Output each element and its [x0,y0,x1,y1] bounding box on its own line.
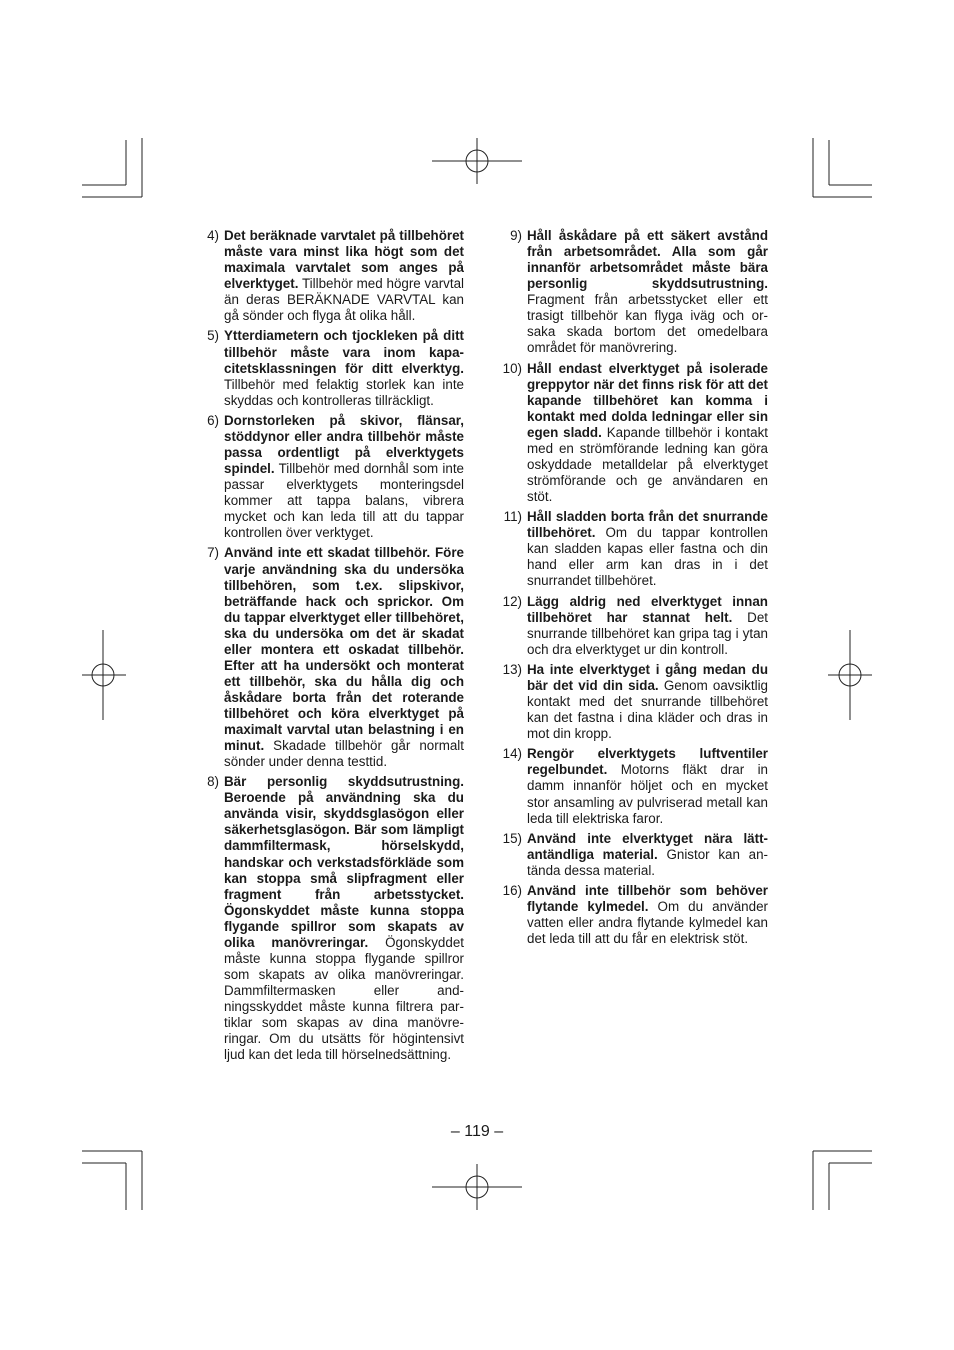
right-column [498,228,768,952]
item-number: 9) [510,228,522,243]
item-body-text: Det snurrande tillbehöret kan gripa tag i ytan och dra elverktyget ur din kontroll. [527,609,768,657]
list-item [498,361,768,505]
item-bold-text: Håll åskådare på ett säkert avstånd från arbetsområdet. Alla som går innanför arbetsområdet måste bära personlig skyddsutrustning. [527,228,768,292]
item-bold-text: Det beräknade varvtalet på tillbehöret måste vara minst lika högt som det maximala varvtalet som anges på elverktyget. [224,228,464,292]
item-number: 8) [207,774,219,790]
item-text [527,361,768,505]
item-bold-text: Använd inte tillbehör som behöver flytande kylmedel. [527,883,768,915]
item-text [224,413,464,541]
item-text [224,228,464,324]
list-item [498,883,768,947]
item-body-text: Kapande tillbehör i kontakt med en strömförande ledning kan göra oskyddade metalldelar på elverktyget strömförande och ge användaren en stöt. [527,424,768,504]
item-bold-text: Dornstorleken på skivor, flänsar, stöddynor eller andra tillbehör måste passa ordentligt på elverktygets spindel. [224,412,464,477]
list-item [498,594,768,658]
item-bold-text: Rengör elverktygets luftventiler regelbundet. [527,746,768,778]
item-number: 15) [502,830,522,846]
item-bold-text: Använd inte elverktyget nära lättantändliga material. [527,830,768,862]
item-number: 5) [207,328,219,344]
item-number: 7) [207,545,219,561]
item-body-text: Gnistor kan antända dessa material. [527,846,768,878]
item-number: 13) [502,661,522,677]
list-item [498,662,768,742]
list-item [498,509,768,589]
list-item [200,228,464,324]
list-item [200,545,464,770]
page-number: – 119 – [450,1123,504,1140]
item-body-text: Motorns fläkt drar in damm innanför höljet och en mycket stor ansamling av pulvriserad metall kan leda till elektriska faror. [527,762,768,826]
item-number: 12) [502,593,522,609]
item-bold-text: Ytterdiametern och tjockleken på ditt tillbehör måste vara inom kapacitetsklassningen för ditt elverktyg. [224,328,464,376]
item-number: 10) [502,360,522,376]
list-item [498,228,768,356]
item-body-text: Genom oavsiktlig kontakt med det snurrande tillbehöret kan det fastna i dina kläder och dras in mot din kropp. [527,678,768,742]
item-text [224,328,464,408]
item-body-text: Tillbehör med högre varvtal än deras BERÄKNADE VARVTAL kan gå sönder och flyga åt olika håll. [224,276,464,324]
list-item [498,831,768,879]
item-bold-text: Bär personlig skyddsutrustning. Beroende på användning ska du använda visir, skyddsglasögon eller säkerhetsglasögon. Bär som lämpligt dammfiltermask, hörselskydd, handskar och verkstadsförkläde som kan stoppa små slipfragment eller fragment från arbetsstycket. Ögonskyddet måste kunna stoppa flygande spillror som skapats av olika manövreringar. [224,774,464,950]
item-number: 11) [503,509,522,525]
item-body-text: Skadade tillbehör går normalt sönder under denna testtid. [224,738,464,770]
list-item [200,774,464,1063]
item-body-text: Tillbehör med dornhål som inte passar elverktygets monteringsdel kommer att tappa balans, vibrera mycket och kan leda till att du tappar kontrollen över verktyget. [224,461,464,541]
item-body-text: Om du använder vatten eller andra flytande kylmedel kan det leda till att du får en elektrisk stöt. [527,899,768,947]
item-text [224,774,464,1063]
list-item [200,413,464,541]
item-number: 14) [502,746,522,762]
item-number: 6) [207,412,219,428]
item-bold-text: Håll sladden borta från det snurrande tillbehöret. [527,509,768,541]
item-number: 16) [502,883,522,899]
item-bold-text: Lägg aldrig ned elverktyget innan tillbehöret har stannat helt. [527,593,768,625]
item-body-text: Ögonskyddet måste kunna stoppa flygande spillror som skapats av olika manövreringar. Dammfiltermasken eller andningsskyddet måste kunna filtrera partiklar som skapas av dina manövreringar. Om du utsätts för högintensivt ljud kan det leda till hörselnedsättning. [224,934,464,1063]
item-body-text: Tillbehör med felaktig storlek kan inte skyddas och kontrolleras tillräckligt. [224,376,464,408]
item-bold-text: Använd inte ett skadat tillbehör. Före varje användning ska du undersöka tillbehören, som t.ex. slipskivor, beträffande hack och sprickor. Om du tappar elverktyget eller tillbehöret, ska du undersöka om det är skadat eller montera ett oskadat tillbehör. Efter att ha undersökt och monterat ett tillbehör, ska du hålla dig och åskådare borta från det roterande tillbehöret och köra elverktyget på maximalt varvtal utan belastning i en minut. [224,545,464,754]
item-bold-text: Ha inte elverktyget i gång medan du bär det vid din sida. [527,661,768,694]
item-text [527,746,768,826]
item-text [527,509,768,589]
item-text [527,662,768,742]
list-item [200,328,464,408]
item-body-text: Fragment från arbetsstycket eller ett trasigt tillbehör kan flyga iväg och orsaka skada bortom det omedelbara området för manövrering. [527,292,768,356]
item-text [527,831,768,879]
item-body-text: Om du tappar kontrollen kan sladden kapas eller fastna och din hand eller arm kan dras in i det snurrandet tillbehöret. [527,525,768,589]
item-text [224,545,464,770]
item-number: 4) [207,228,219,243]
item-text [527,228,768,356]
left-column [200,228,464,1067]
list-item [498,746,768,826]
item-bold-text: Håll endast elverktyget på isolerade greppytor när det finns risk för att det kapande tillbehöret kan komma i kontakt med dolda ledningar eller sin egen sladd. [527,360,768,440]
item-text [527,883,768,947]
item-text [527,594,768,658]
